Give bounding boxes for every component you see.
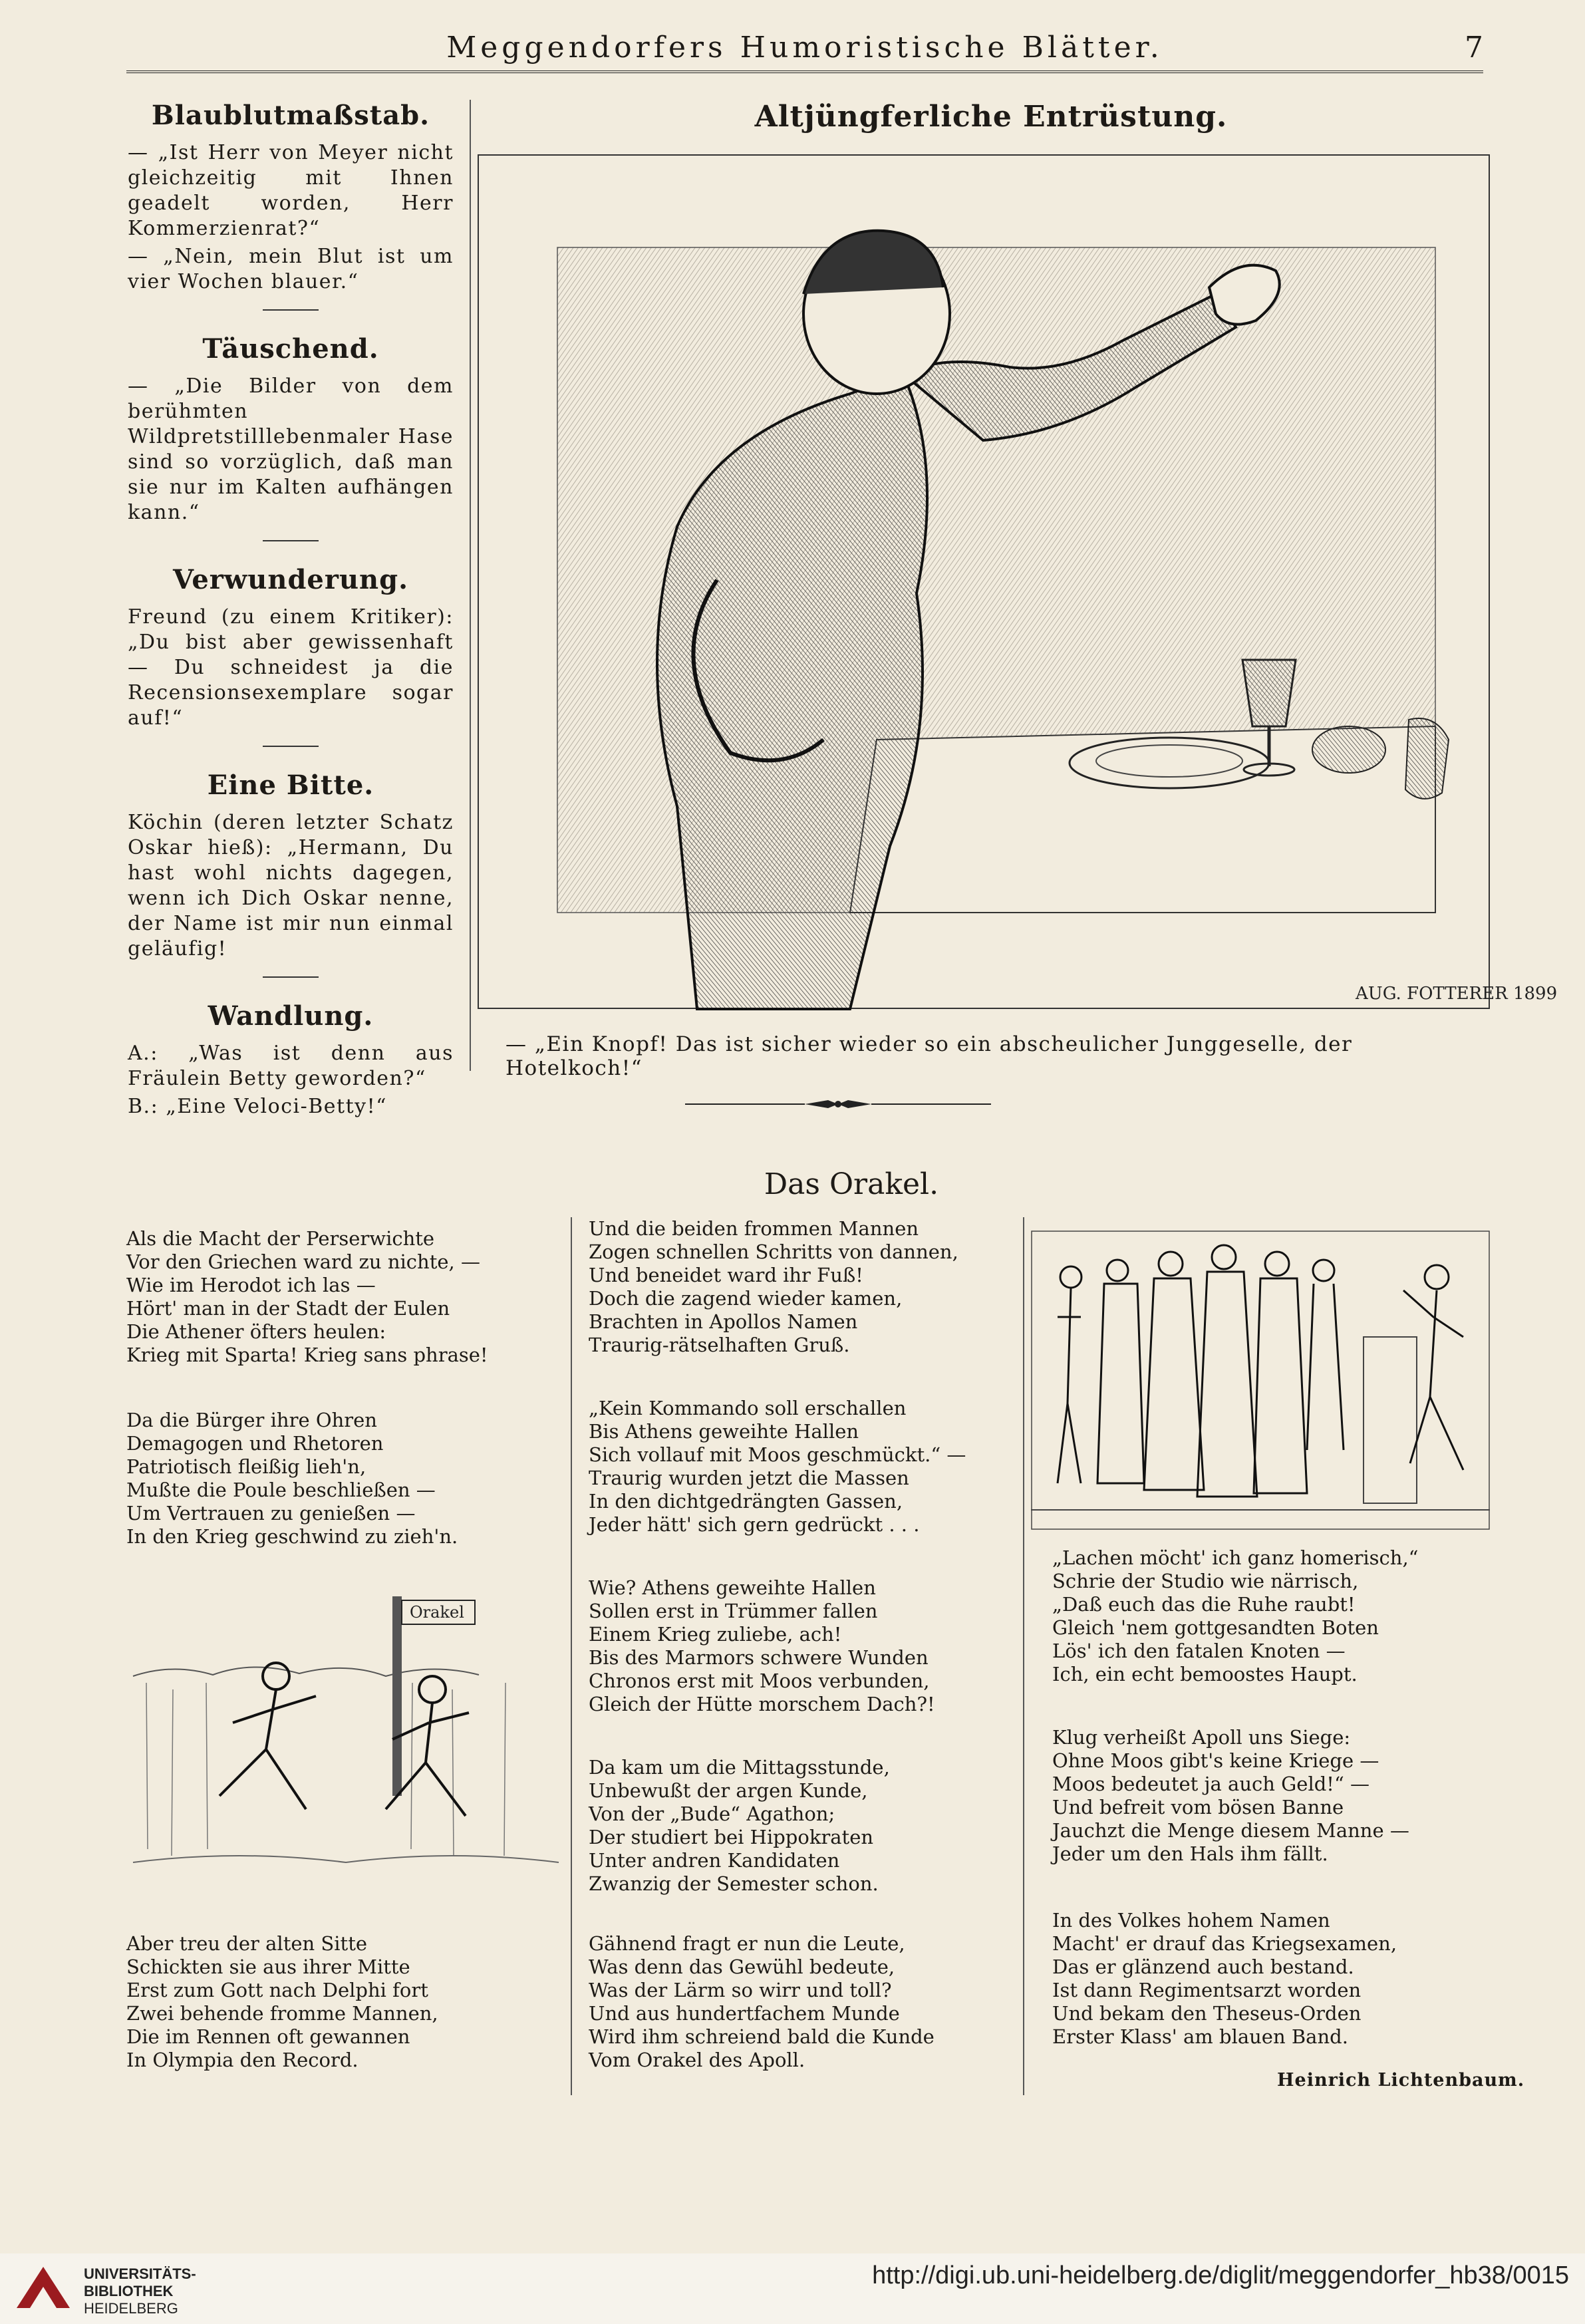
poem-line: Krieg mit Sparta! Krieg sans phrase! <box>126 1344 488 1366</box>
cartoon-title: Altjüngferliche Entrüstung. <box>754 100 1228 134</box>
poem-line: Einem Krieg zuliebe, ach! <box>589 1623 842 1646</box>
oracle-illustration <box>1031 1231 1490 1530</box>
poem-stanza <box>126 1409 559 1548</box>
poem-author: Heinrich Lichtenbaum. <box>1277 2070 1525 2091</box>
jokes-column <box>128 100 454 1142</box>
cartoon-drawing <box>478 154 1558 1009</box>
poem-stanza <box>589 1576 1014 1716</box>
poem-line: Gähnend fragt er nun die Leute, <box>589 1932 905 1955</box>
poem-line: Chronos erst mit Moos verbunden, <box>589 1670 930 1692</box>
joke-text: A.: „Was ist denn aus Fräulein Betty geworden?“ <box>128 1042 454 1090</box>
library-name-line: UNIVERSITÄTS- <box>84 2265 196 2282</box>
poem-line: Doch die zagend wieder kamen, <box>589 1287 903 1310</box>
poem-line: Zwei behende fromme Mannen, <box>126 2002 438 2025</box>
poem-line: Erster Klass' am blauen Band. <box>1052 2025 1348 2048</box>
poem-stanza <box>589 1932 1014 2072</box>
joke-text: Freund (zu einem Kritiker): „Du bist aber gewissenhaft — Du schneidest ja die Recensionsexemplare sogar auf!“ <box>128 605 454 730</box>
poem-line: Als die Macht der Perserwichte <box>126 1227 435 1250</box>
ornament-divider <box>685 1094 991 1114</box>
poem-stanza <box>1052 1909 1491 2049</box>
poem-line: Klug verheißt Apoll uns Siege: <box>1052 1726 1351 1749</box>
joke-verwunderung <box>128 564 454 747</box>
poem-line: Wie? Athens geweihte Hallen <box>589 1576 876 1599</box>
poem-line: Da kam um die Mittagsstunde, <box>589 1756 890 1779</box>
poem-title: Das Orakel. <box>764 1167 939 1201</box>
page-number: 7 <box>1465 31 1483 65</box>
poem-line: In den Krieg geschwind zu zieh'n. <box>126 1525 458 1548</box>
poem-line: Schrie der Studio wie närrisch, <box>1052 1570 1359 1592</box>
poem-line: In Olympia den Record. <box>126 2049 359 2071</box>
poem-line: Zogen schnellen Schritts von dannen, <box>589 1240 958 1263</box>
joke-taeuschend <box>128 333 454 541</box>
poem-line: Da die Bürger ihre Ohren <box>126 1409 377 1431</box>
poem-stanza <box>589 1217 1014 1357</box>
poem-line: Bis des Marmors schwere Wunden <box>589 1646 929 1669</box>
poem-line: Traurig wurden jetzt die Massen <box>589 1467 909 1489</box>
poem-line: Brachten in Apollos Namen <box>589 1310 858 1333</box>
poem-line: Das er glänzend auch bestand. <box>1052 1956 1354 1978</box>
library-footer <box>0 2253 1585 2324</box>
poem-line: Die Athener öfters heulen: <box>126 1320 386 1343</box>
poem-line: Unbewußt der argen Kunde, <box>589 1779 868 1802</box>
poem-line: Ist dann Regimentsarzt worden <box>1052 1979 1362 2001</box>
poem-line: Aber treu der alten Sitte <box>126 1932 368 1955</box>
poem-line: Ich, ein echt bemoostes Haupt. <box>1052 1663 1358 1685</box>
poem-line: Was denn das Gewühl bedeute, <box>589 1956 895 1978</box>
runners-illustration <box>133 1596 559 1889</box>
joke-title: Eine Bitte. <box>207 770 374 801</box>
joke-text: — „Nein, mein Blut ist um vier Wochen blauer.“ <box>128 245 454 293</box>
poem-line: Jeder um den Hals ihm fällt. <box>1052 1842 1328 1865</box>
library-name-line: BIBLIOTHEK <box>84 2283 174 2299</box>
poem-line: Und bekam den Theseus-Orden <box>1052 2002 1362 2025</box>
poem-stanza <box>1052 1546 1491 1686</box>
poem-line: Unter andren Kandidaten <box>589 1849 840 1872</box>
poem-line: Und die beiden frommen Mannen <box>589 1217 919 1240</box>
library-name <box>84 2265 196 2317</box>
poem-line: Schickten sie aus ihrer Mitte <box>126 1956 410 1978</box>
poem-line: Erst zum Gott nach Delphi fort <box>126 1979 428 2001</box>
poem-line: Von der „Bude“ Agathon; <box>589 1803 835 1825</box>
poem-line: Wie im Herodot ich las — <box>126 1274 376 1296</box>
poem-line: Der studiert bei Hippokraten <box>589 1826 874 1848</box>
poem-line: Jauchzt die Menge diesem Manne — <box>1052 1819 1409 1842</box>
joke-blaublutmassstab <box>128 100 454 311</box>
poem-line: Vor den Griechen ward zu nichte, — <box>126 1250 480 1273</box>
joke-wandlung <box>128 1000 454 1119</box>
poem-line: „Daß euch das die Ruhe raubt! <box>1052 1593 1356 1616</box>
poem-line: „Lachen möcht' ich ganz homerisch,“ <box>1052 1546 1419 1569</box>
poem-stanza <box>589 1397 1014 1536</box>
joke-text: — „Die Bilder von dem berühmten Wildpretstilllebenmaler Hase sind so vorzüglich, daß man sie nur im Kalten aufhängen kann.“ <box>128 374 454 524</box>
university-logo-icon <box>13 2261 73 2315</box>
poem-stanza <box>1052 1726 1491 1866</box>
poem-line: Zwanzig der Semester schon. <box>589 1872 879 1895</box>
joke-title: Wandlung. <box>208 1000 374 1032</box>
poem-line: Und befreit vom bösen Banne <box>1052 1796 1344 1818</box>
poem-line: Traurig-rätselhaften Gruß. <box>589 1334 850 1356</box>
poem-line: Macht' er drauf das Kriegsexamen, <box>1052 1932 1397 1955</box>
separator-rule <box>263 540 319 541</box>
joke-title: Täuschend. <box>202 333 379 364</box>
poem-line: In des Volkes hohem Namen <box>1052 1909 1330 1932</box>
poem-line: Was der Lärm so wirr und toll? <box>589 1979 892 2001</box>
poem-line: Ohne Moos gibt's keine Kriege — <box>1052 1749 1379 1772</box>
joke-title: Verwunderung. <box>172 564 409 595</box>
poem-line: Mußte die Poule beschließen — <box>126 1479 436 1501</box>
poem-line: Und aus hundertfachem Munde <box>589 2002 900 2025</box>
poem-line: Lös' ich den fatalen Knoten — <box>1052 1640 1346 1662</box>
cartoon-caption: — „Ein Knopf! Das ist sicher wieder so ein abscheulicher Junggeselle, der Hotelkoch!“ <box>505 1032 1353 1080</box>
orakel-sign: Orakel <box>410 1603 464 1622</box>
poem-line: Sollen erst in Trümmer fallen <box>589 1600 878 1622</box>
source-url-link[interactable]: http://digi.ub.uni-heidelberg.de/diglit/meggendorfer_hb38/0015 <box>872 2261 1569 2289</box>
poem-line: Sich vollauf mit Moos geschmückt.“ — <box>589 1443 966 1466</box>
poem-line: Bis Athens geweihte Hallen <box>589 1420 859 1443</box>
page-header <box>126 31 1483 73</box>
poem-stanza <box>126 1227 559 1367</box>
poem-line: Patriotisch fleißig lieh'n, <box>126 1455 366 1478</box>
separator-rule <box>263 746 319 747</box>
poem-stanza <box>126 1932 559 2072</box>
running-title: Meggendorfers Humoristische Blätter. <box>446 31 1163 65</box>
poem-line: Demagogen und Rhetoren <box>126 1432 384 1455</box>
poem-line: Vom Orakel des Apoll. <box>589 2049 805 2071</box>
library-name-line: HEIDELBERG <box>84 2300 178 2317</box>
joke-text: — „Ist Herr von Meyer nicht gleichzeitig mit Ihnen geadelt worden, Herr Kommerzienrat?“ <box>128 141 454 240</box>
poem-line: Und beneidet ward ihr Fuß! <box>589 1264 863 1286</box>
separator-rule <box>263 309 319 311</box>
poem-stanza <box>589 1756 1014 1896</box>
poem-line: Gleich der Hütte morschem Dach?! <box>589 1693 935 1715</box>
poem-line: „Kein Kommando soll erschallen <box>589 1397 907 1419</box>
joke-eine-bitte <box>128 770 454 978</box>
poem-line: Um Vertrauen zu genießen — <box>126 1502 416 1525</box>
poem-line: Moos bedeutet ja auch Geld!“ — <box>1052 1773 1369 1795</box>
separator-rule <box>263 976 319 978</box>
column-divider <box>1023 1217 1024 2095</box>
poem-line: Die im Rennen oft gewannen <box>126 2025 410 2048</box>
poem-line: Gleich 'nem gottgesandten Boten <box>1052 1616 1379 1639</box>
poem-line: Wird ihm schreiend bald die Kunde <box>589 2025 935 2048</box>
joke-title: Blaublutmaßstab. <box>151 100 430 131</box>
poem-line: In den dichtgedrängten Gassen, <box>589 1490 903 1513</box>
poem-line: Jeder hätt' sich gern gedrückt . . . <box>589 1513 920 1536</box>
joke-text: B.: „Eine Veloci-Betty!“ <box>128 1095 387 1118</box>
poem-line: Hört' man in der Stadt der Eulen <box>126 1297 450 1320</box>
joke-text: Köchin (deren letzter Schatz Oskar hieß): „Hermann, Du hast wohl nichts dagegen, wenn ich Dich Oskar nenne, der Name ist mir nun einmal geläufig! <box>128 811 454 960</box>
artist-signature: AUG. FOTTERER 1899 <box>1356 984 1558 1004</box>
cartoon-illustration <box>478 154 1558 1009</box>
column-divider <box>571 1217 572 2095</box>
column-divider <box>470 100 471 1071</box>
